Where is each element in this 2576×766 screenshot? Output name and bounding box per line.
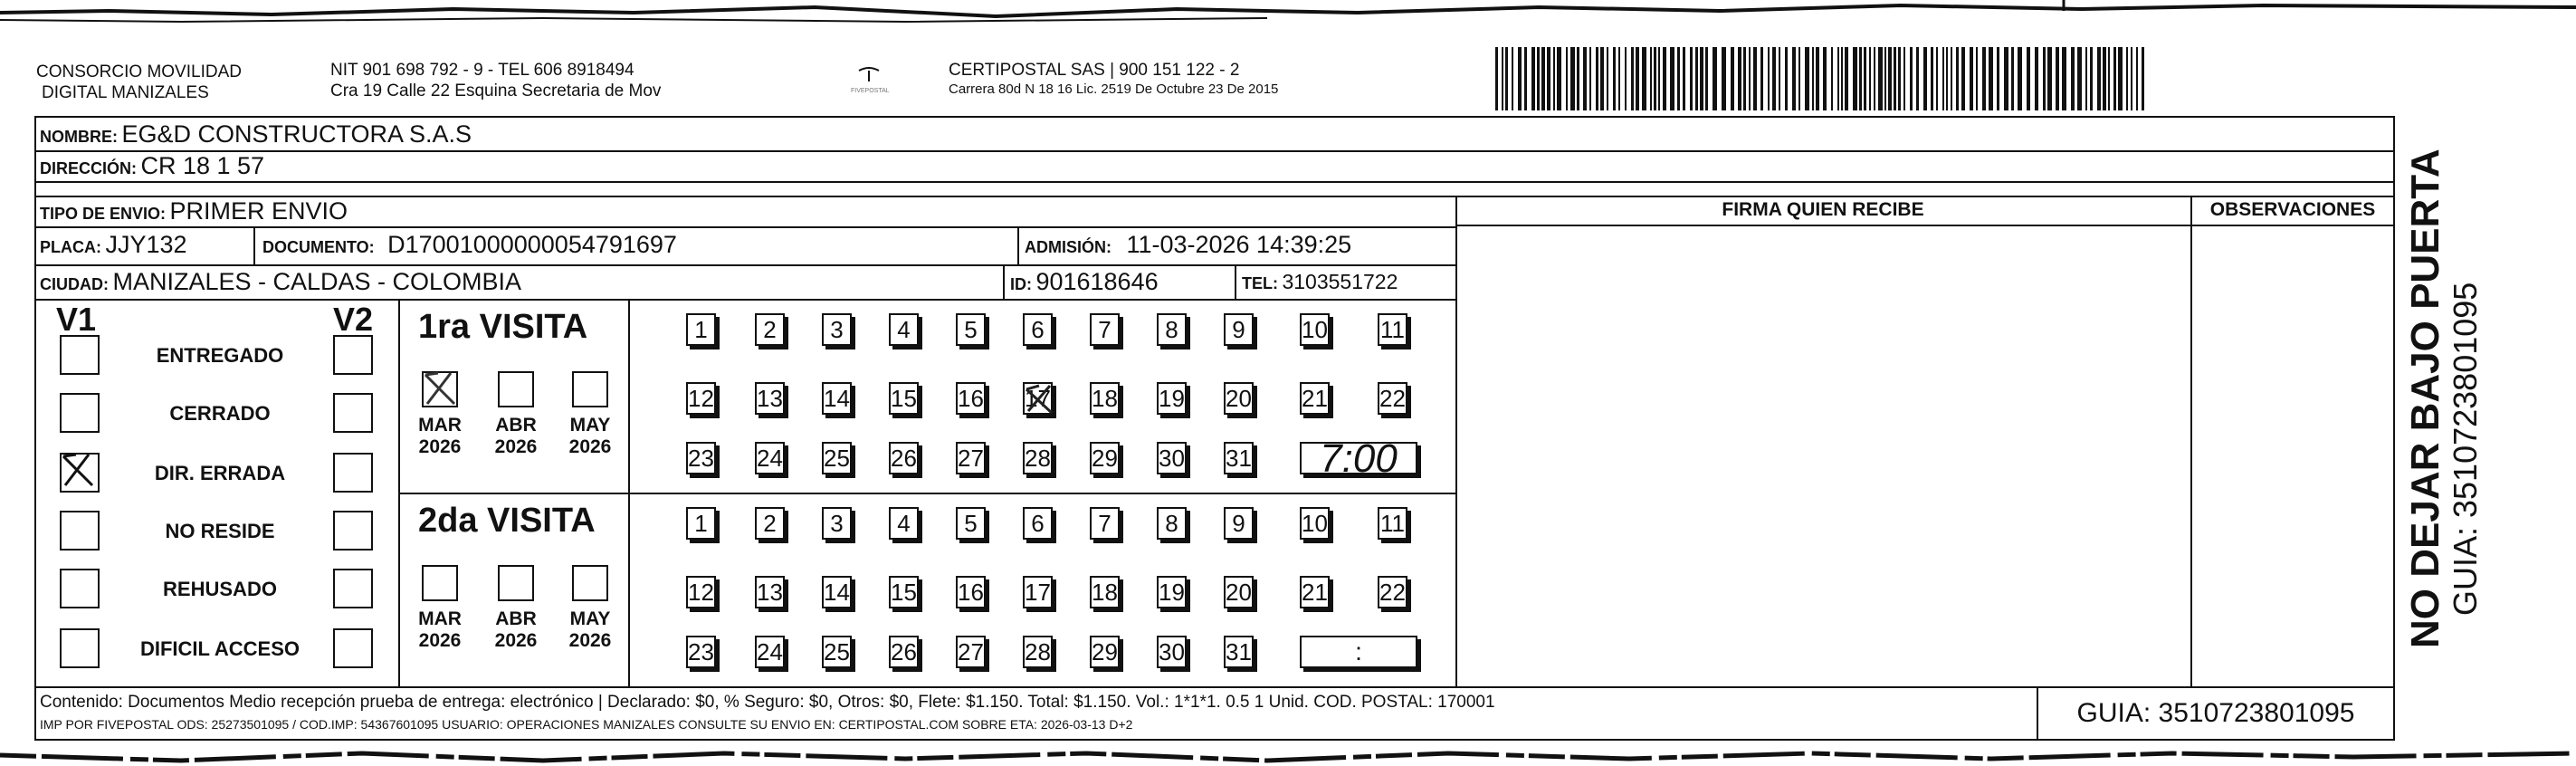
barcode-bar bbox=[1951, 47, 1952, 110]
month-label: ABR bbox=[495, 415, 537, 436]
month-checkbox[interactable] bbox=[422, 565, 458, 601]
direccion-row bbox=[40, 151, 1850, 181]
barcode-bar bbox=[1524, 47, 1527, 110]
year-label: 2026 bbox=[494, 436, 538, 457]
barcode-bar bbox=[1956, 47, 1959, 110]
tel-value: 3103551722 bbox=[1282, 270, 1398, 293]
barcode-bar bbox=[1670, 47, 1674, 110]
barcode-bar bbox=[1942, 47, 1944, 110]
year-label: 2026 bbox=[494, 630, 538, 651]
barcode-bar bbox=[1970, 47, 1973, 110]
barcode-bar bbox=[1690, 47, 1693, 110]
month-checkbox[interactable] bbox=[572, 565, 608, 601]
barcode-bar bbox=[1654, 47, 1656, 110]
barcode-bar bbox=[1618, 47, 1620, 110]
barcode-bar bbox=[1583, 47, 1587, 110]
side-guia: GUIA: 3510723801095 bbox=[2447, 282, 2484, 616]
ciudad-cell bbox=[40, 267, 999, 297]
v2-label: V2 bbox=[333, 301, 374, 338]
v1-checkbox[interactable] bbox=[60, 393, 100, 433]
barcode-bar bbox=[2056, 47, 2059, 110]
fivepostal-logo bbox=[851, 67, 890, 94]
imp-line: IMP POR FIVEPOSTAL ODS: 25273501095 / COD.IMP: 54367601095 USUARIO: OPERACIONES MANIZALES CONSULTE SU ENVIO EN: CERTIPOSTAL.COM SOBRE ETA: 2026-03-13 D+2 bbox=[40, 717, 1133, 732]
v1-label: V1 bbox=[56, 301, 97, 338]
day-box[interactable]: 31 bbox=[1224, 636, 1254, 668]
day-box[interactable]: 15 bbox=[889, 576, 919, 608]
barcode-bar bbox=[1557, 47, 1561, 110]
check-mark-icon bbox=[58, 449, 98, 489]
barcode-bar bbox=[1869, 47, 1871, 110]
company-name bbox=[36, 62, 242, 103]
day-box[interactable]: 15 bbox=[889, 382, 919, 415]
observations-area[interactable] bbox=[2192, 226, 2393, 685]
barcode-bar bbox=[1792, 47, 1796, 110]
barcode-bar bbox=[1518, 47, 1522, 110]
year-label: 2026 bbox=[568, 630, 612, 651]
barcode-bar bbox=[1812, 47, 1814, 110]
v2-checkbox[interactable] bbox=[333, 335, 373, 375]
barcode-bar bbox=[1658, 47, 1660, 110]
barcode-bar bbox=[1713, 47, 1717, 110]
v2-checkbox[interactable] bbox=[333, 628, 373, 668]
barcode-bar bbox=[2103, 47, 2106, 110]
day-box[interactable]: 19 bbox=[1157, 576, 1187, 608]
v1-checkbox[interactable] bbox=[60, 335, 100, 375]
barcode-bar bbox=[1650, 47, 1652, 110]
id-cell bbox=[1010, 267, 1231, 297]
year-label: 2026 bbox=[568, 436, 612, 457]
barcode-bar bbox=[1738, 47, 1741, 110]
year-label: 2026 bbox=[418, 630, 462, 651]
barcode-bar bbox=[1859, 47, 1862, 110]
company-line-2: DIGITAL MANIZALES bbox=[42, 83, 209, 102]
month-checkbox[interactable] bbox=[498, 371, 534, 407]
barcode-bar bbox=[1772, 47, 1776, 110]
day-box[interactable]: 6 bbox=[1023, 507, 1053, 540]
barcode-bar bbox=[2142, 47, 2144, 110]
month-checkbox[interactable] bbox=[572, 371, 608, 407]
signature-area[interactable] bbox=[1457, 226, 2189, 685]
day-box[interactable]: 3 bbox=[822, 313, 852, 346]
status-label: REHUSADO bbox=[163, 578, 277, 600]
v1-checkbox[interactable] bbox=[60, 453, 100, 493]
day-box[interactable]: 7 bbox=[1090, 313, 1120, 346]
barcode-bar bbox=[2136, 47, 2138, 110]
barcode-bar bbox=[1677, 47, 1680, 110]
barcode-bar bbox=[2077, 47, 2082, 110]
v1-checkbox[interactable] bbox=[60, 569, 100, 608]
v2-checkbox[interactable] bbox=[333, 453, 373, 493]
barcode-bar bbox=[1512, 47, 1513, 110]
month-label: MAR bbox=[418, 415, 462, 436]
barcode-bar bbox=[1553, 47, 1555, 110]
barcode-bar bbox=[1495, 47, 1498, 110]
barcode-bar bbox=[1570, 47, 1575, 110]
barcode-bar bbox=[1722, 47, 1726, 110]
side-label bbox=[2404, 141, 2484, 648]
month-label: MAY bbox=[569, 608, 611, 629]
day-box[interactable]: 20 bbox=[1224, 382, 1254, 415]
carrier-line-2: Carrera 80d N 18 16 Lic. 2519 De Octubre 23 De 2015 bbox=[949, 81, 1279, 97]
barcode-bar bbox=[2097, 47, 2101, 110]
day-box[interactable]: 19 bbox=[1157, 382, 1187, 415]
barcode-bar bbox=[1577, 47, 1579, 110]
barcode-bar bbox=[2090, 47, 2093, 110]
barcode-bar bbox=[1961, 47, 1965, 110]
day-box[interactable]: 9 bbox=[1224, 313, 1254, 346]
day-box[interactable]: 2 bbox=[755, 313, 785, 346]
id-label: ID: bbox=[1010, 275, 1032, 293]
day-box[interactable]: 1 bbox=[686, 507, 716, 540]
logo-icon bbox=[856, 67, 882, 83]
day-box[interactable]: 25 bbox=[822, 636, 852, 668]
v2-checkbox[interactable] bbox=[333, 569, 373, 608]
placa-cell bbox=[40, 230, 253, 260]
day-box[interactable]: 26 bbox=[889, 636, 919, 668]
barcode bbox=[1495, 47, 2152, 110]
barcode-bar bbox=[2043, 47, 2046, 110]
side-title: NO DEJAR BAJO PUERTA bbox=[2403, 148, 2447, 648]
barcode-bar bbox=[1695, 47, 1698, 110]
day-box[interactable]: 10 bbox=[1300, 313, 1330, 346]
observaciones-label: OBSERVACIONES bbox=[2209, 199, 2376, 220]
barcode-bar bbox=[1878, 47, 1883, 110]
barcode-bar bbox=[1946, 47, 1948, 110]
barcode-bar bbox=[1541, 47, 1545, 110]
status-label: CERRADO bbox=[169, 402, 271, 425]
day-box[interactable]: 29 bbox=[1090, 636, 1120, 668]
ciudad-value: MANIZALES - CALDAS - COLOMBIA bbox=[112, 268, 522, 295]
barcode-bar bbox=[2108, 47, 2110, 110]
barcode-bar bbox=[1700, 47, 1703, 110]
admision-label: ADMISIÓN: bbox=[1025, 238, 1111, 256]
barcode-bar bbox=[1982, 47, 1986, 110]
day-box[interactable]: 28 bbox=[1023, 636, 1053, 668]
barcode-bar bbox=[1805, 47, 1809, 110]
barcode-bar bbox=[1642, 47, 1646, 110]
day-box[interactable]: 21 bbox=[1300, 576, 1330, 608]
day-box[interactable]: 12 bbox=[686, 382, 716, 415]
barcode-bar bbox=[1531, 47, 1535, 110]
day-box[interactable]: 20 bbox=[1224, 576, 1254, 608]
barcode-bar bbox=[1845, 47, 1848, 110]
admision-cell bbox=[1025, 230, 1450, 260]
barcode-bar bbox=[1936, 47, 1938, 110]
barcode-bar bbox=[1831, 47, 1833, 110]
day-box[interactable]: 4 bbox=[889, 313, 919, 346]
barcode-bar bbox=[1753, 47, 1757, 110]
placa-label: PLACA: bbox=[40, 238, 101, 256]
barcode-bar bbox=[1537, 47, 1540, 110]
day-box[interactable]: 13 bbox=[755, 382, 785, 415]
footer-guia: GUIA: 3510723801095 bbox=[2076, 698, 2355, 728]
barcode-bar bbox=[1931, 47, 1933, 110]
barcode-bar bbox=[2027, 47, 2030, 110]
nombre-row bbox=[40, 120, 1850, 149]
day-box[interactable]: 2 bbox=[755, 507, 785, 540]
day-box[interactable]: 24 bbox=[755, 636, 785, 668]
barcode-bar bbox=[2071, 47, 2075, 110]
v1-checkbox[interactable] bbox=[60, 628, 100, 668]
v1-checkbox[interactable] bbox=[60, 511, 100, 551]
day-box[interactable]: 23 bbox=[686, 636, 716, 668]
day-box[interactable]: 31 bbox=[1224, 442, 1254, 474]
barcode-bar bbox=[1589, 47, 1591, 110]
barcode-bar bbox=[1683, 47, 1685, 110]
status-label: NO RESIDE bbox=[165, 520, 275, 542]
barcode-bar bbox=[1888, 47, 1892, 110]
barcode-bar bbox=[2062, 47, 2066, 110]
admision-value: 11-03-2026 14:39:25 bbox=[1126, 231, 1352, 258]
torn-edge-bottom bbox=[0, 748, 2576, 766]
barcode-bar bbox=[1600, 47, 1604, 110]
time-box[interactable]: 7:00 bbox=[1300, 442, 1417, 474]
day-box[interactable]: 3 bbox=[822, 507, 852, 540]
month-label: ABR bbox=[495, 608, 537, 629]
day-box[interactable]: 7 bbox=[1090, 507, 1120, 540]
day-box[interactable]: 8 bbox=[1157, 507, 1187, 540]
address-line: Cra 19 Calle 22 Esquina Secretaria de Mov bbox=[330, 81, 662, 101]
day-box[interactable]: 13 bbox=[755, 576, 785, 608]
company-line-1: CONSORCIO MOVILIDAD bbox=[36, 62, 242, 81]
barcode-bar bbox=[1705, 47, 1708, 110]
day-box[interactable]: 12 bbox=[686, 576, 716, 608]
barcode-bar bbox=[2131, 47, 2132, 110]
barcode-bar bbox=[1785, 47, 1788, 110]
barcode-bar bbox=[1853, 47, 1857, 110]
time-box[interactable]: : bbox=[1300, 636, 1417, 668]
barcode-bar bbox=[1798, 47, 1800, 110]
day-box[interactable]: 26 bbox=[889, 442, 919, 474]
barcode-bar bbox=[1923, 47, 1927, 110]
company-nit-block bbox=[330, 60, 661, 101]
day-box[interactable]: 30 bbox=[1157, 636, 1187, 668]
day-box[interactable]: 22 bbox=[1378, 382, 1407, 415]
barcode-bar bbox=[1613, 47, 1616, 110]
tel-cell bbox=[1242, 267, 1452, 297]
barcode-bar bbox=[1768, 47, 1770, 110]
month-checkbox[interactable] bbox=[422, 371, 458, 407]
tipo-envio-row bbox=[40, 196, 1452, 226]
contenido-line: Contenido: Documentos Medio recepción prueba de entrega: electrónico | Declarado: $0, % Seguro: $0, Otros: $0, Flete: $1.150. Total: $1.150. Vol.: 1*1*1. 0.5 1 Unid. COD. POSTAL: 170001 bbox=[40, 693, 1495, 712]
barcode-bar bbox=[1989, 47, 1993, 110]
documento-label: DOCUMENTO: bbox=[262, 238, 375, 256]
status-label: DIR. ERRADA bbox=[154, 462, 286, 484]
id-value: 901618646 bbox=[1035, 268, 1159, 295]
day-box[interactable]: 23 bbox=[686, 442, 716, 474]
barcode-bar bbox=[1864, 47, 1866, 110]
tipo-envio-label: TIPO DE ENVIO: bbox=[40, 205, 167, 223]
day-box[interactable]: 5 bbox=[956, 507, 986, 540]
day-box[interactable]: 16 bbox=[956, 576, 986, 608]
day-box[interactable]: 18 bbox=[1090, 576, 1120, 608]
day-box[interactable]: 14 bbox=[822, 576, 852, 608]
barcode-bar bbox=[1898, 47, 1901, 110]
barcode-bar bbox=[2085, 47, 2087, 110]
v2-checkbox[interactable] bbox=[333, 511, 373, 551]
barcode-bar bbox=[1894, 47, 1896, 110]
tipo-envio-value: PRIMER ENVIO bbox=[169, 197, 348, 225]
v2-checkbox[interactable] bbox=[333, 393, 373, 433]
day-box[interactable]: 17 bbox=[1023, 576, 1053, 608]
year-label: 2026 bbox=[418, 436, 462, 457]
day-box[interactable]: 22 bbox=[1378, 576, 1407, 608]
barcode-bar bbox=[1625, 47, 1627, 110]
barcode-bar bbox=[1596, 47, 1598, 110]
month-label: MAR bbox=[418, 608, 462, 629]
day-box[interactable]: 16 bbox=[956, 382, 986, 415]
barcode-bar bbox=[1547, 47, 1550, 110]
day-box[interactable]: 5 bbox=[956, 313, 986, 346]
month-checkbox[interactable] bbox=[498, 565, 534, 601]
barcode-bar bbox=[1631, 47, 1634, 110]
day-box[interactable]: 17 bbox=[1023, 382, 1053, 415]
barcode-bar bbox=[1743, 47, 1746, 110]
day-box[interactable]: 29 bbox=[1090, 442, 1120, 474]
barcode-bar bbox=[1916, 47, 1919, 110]
day-box[interactable]: 27 bbox=[956, 442, 986, 474]
barcode-bar bbox=[1874, 47, 1875, 110]
barcode-bar bbox=[1884, 47, 1886, 110]
ciudad-label: CIUDAD: bbox=[40, 275, 109, 293]
barcode-bar bbox=[2126, 47, 2128, 110]
barcode-bar bbox=[1823, 47, 1827, 110]
placa-value: JJY132 bbox=[105, 231, 187, 258]
barcode-bar bbox=[1607, 47, 1608, 110]
day-box[interactable]: 10 bbox=[1300, 507, 1330, 540]
day-box[interactable]: 11 bbox=[1378, 507, 1407, 540]
barcode-bar bbox=[1566, 47, 1568, 110]
direccion-value: CR 18 1 57 bbox=[140, 152, 265, 179]
day-box[interactable]: 6 bbox=[1023, 313, 1053, 346]
barcode-bar bbox=[1841, 47, 1843, 110]
day-box[interactable]: 25 bbox=[822, 442, 852, 474]
barcode-bar bbox=[2047, 47, 2052, 110]
documento-value: D17001000000054791697 bbox=[387, 231, 677, 258]
barcode-bar bbox=[1731, 47, 1734, 110]
direccion-label: DIRECCIÓN: bbox=[40, 159, 137, 177]
check-mark-icon bbox=[1023, 382, 1055, 415]
day-box[interactable]: 24 bbox=[755, 442, 785, 474]
day-box[interactable]: 14 bbox=[822, 382, 852, 415]
barcode-bar bbox=[1837, 47, 1839, 110]
carrier-block bbox=[949, 60, 1278, 99]
barcode-bar bbox=[1505, 47, 1508, 110]
barcode-bar bbox=[1502, 47, 1503, 110]
barcode-bar bbox=[1760, 47, 1763, 110]
carrier-line-1: CERTIPOSTAL SAS | 900 151 122 - 2 bbox=[949, 61, 1240, 80]
footer-contents bbox=[40, 692, 2031, 733]
day-box[interactable]: 9 bbox=[1224, 507, 1254, 540]
visit-title: 2da VISITA bbox=[418, 502, 596, 540]
status-label: ENTREGADO bbox=[156, 344, 284, 367]
barcode-bar bbox=[1663, 47, 1666, 110]
nit-line: NIT 901 698 792 - 9 - TEL 606 8918494 bbox=[330, 61, 634, 80]
status-label: DIFICIL ACCESO bbox=[139, 637, 300, 660]
day-box[interactable]: 4 bbox=[889, 507, 919, 540]
barcode-bar bbox=[2011, 47, 2014, 110]
barcode-bar bbox=[2118, 47, 2123, 110]
day-box[interactable]: 28 bbox=[1023, 442, 1053, 474]
barcode-bar bbox=[1976, 47, 1978, 110]
barcode-bar bbox=[1749, 47, 1751, 110]
barcode-bar bbox=[1997, 47, 1999, 110]
month-label: MAY bbox=[569, 415, 611, 436]
barcode-bar bbox=[1910, 47, 1913, 110]
tel-label: TEL: bbox=[1242, 274, 1278, 292]
visit-title: 1ra VISITA bbox=[418, 308, 588, 346]
day-box[interactable]: 27 bbox=[956, 636, 986, 668]
check-mark-icon bbox=[420, 368, 460, 407]
day-box[interactable]: 8 bbox=[1157, 313, 1187, 346]
day-box[interactable]: 21 bbox=[1300, 382, 1330, 415]
day-box[interactable]: 18 bbox=[1090, 382, 1120, 415]
barcode-bar bbox=[2035, 47, 2038, 110]
logo-caption: FIVEPOSTAL bbox=[851, 88, 890, 94]
documento-cell bbox=[262, 230, 1005, 260]
nombre-value: EG&D CONSTRUCTORA S.A.S bbox=[121, 120, 472, 148]
barcode-bar bbox=[1903, 47, 1905, 110]
barcode-bar bbox=[2004, 47, 2008, 110]
torn-edge-top bbox=[0, 0, 2576, 36]
barcode-bar bbox=[1816, 47, 1819, 110]
barcode-bar bbox=[1636, 47, 1639, 110]
firma-label: FIRMA QUIEN RECIBE bbox=[1722, 199, 1924, 220]
barcode-bar bbox=[2018, 47, 2022, 110]
nombre-label: NOMBRE: bbox=[40, 128, 118, 146]
day-box[interactable]: 30 bbox=[1157, 442, 1187, 474]
barcode-bar bbox=[1779, 47, 1780, 110]
day-box[interactable]: 1 bbox=[686, 313, 716, 346]
day-box[interactable]: 11 bbox=[1378, 313, 1407, 346]
barcode-bar bbox=[2113, 47, 2116, 110]
